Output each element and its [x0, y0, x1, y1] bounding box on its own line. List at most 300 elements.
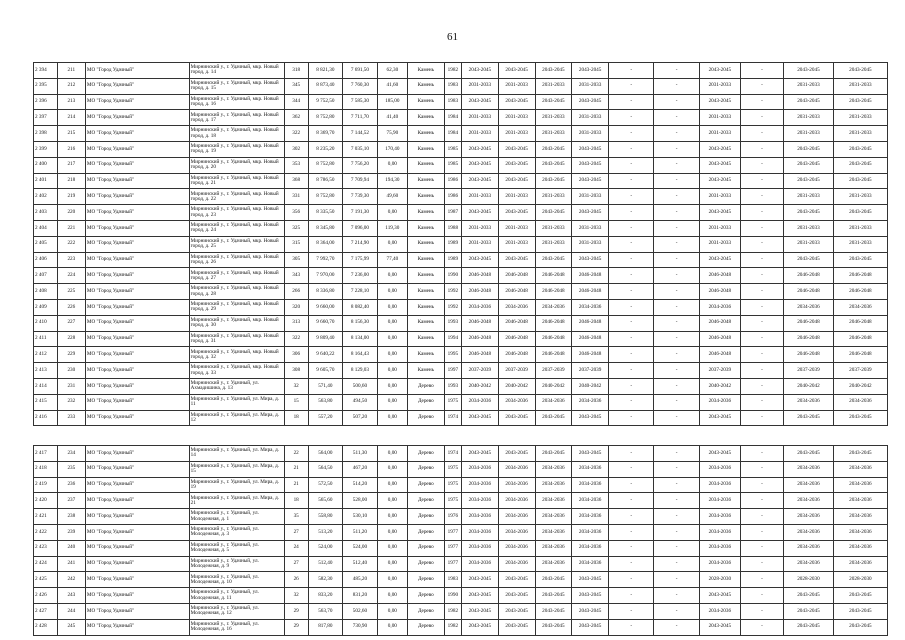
table-cell: 2031-2033	[498, 189, 535, 205]
table-cell: -	[654, 94, 699, 110]
table-cell: 353	[284, 157, 308, 173]
table-cell: 26	[284, 572, 308, 588]
table-cell: 2046-2048	[462, 331, 499, 347]
table-cell: 313	[284, 315, 308, 331]
table-cell: Камень	[407, 94, 444, 110]
table-cell: 213	[57, 94, 85, 110]
table-cell: -	[654, 236, 699, 252]
table-cell: -	[609, 446, 654, 462]
table-cell: 2034-2036	[498, 493, 535, 509]
table-cell: 27	[284, 556, 308, 572]
table-cell: -	[609, 189, 654, 205]
table-cell: 2034-2036	[498, 461, 535, 477]
table-cell: 211	[57, 63, 85, 79]
table-cell: -	[609, 284, 654, 300]
table-cell: 2031-2033	[699, 78, 740, 94]
table-cell: МО "Город Удачный"	[85, 603, 189, 619]
table-cell: 7 191,30	[343, 205, 378, 221]
table-cell: 1992	[444, 284, 461, 300]
table-cell: 2043-2045	[784, 141, 834, 157]
table-cell: 2031-2033	[535, 236, 572, 252]
table-cell: 2043-2045	[699, 63, 740, 79]
table-cell: 2034-2036	[784, 556, 834, 572]
table-cell: -	[609, 556, 654, 572]
housing-table-upper	[33, 62, 888, 426]
table-cell: 0,00	[377, 378, 407, 394]
table-cell: 2031-2033	[498, 236, 535, 252]
table-cell: МО "Город Удачный"	[85, 446, 189, 462]
table-cell: 0,00	[377, 299, 407, 315]
table-cell: 0,00	[377, 268, 407, 284]
table-cell: 1975	[444, 461, 461, 477]
table-cell: 2034-2036	[462, 493, 499, 509]
table-cell: 1984	[444, 126, 461, 142]
table-cell: 2037-2039	[833, 363, 887, 379]
table-cell: 2034-2036	[572, 493, 609, 509]
table-cell: -	[740, 493, 783, 509]
table-cell: 77,40	[377, 252, 407, 268]
table-cell: 0,00	[377, 157, 407, 173]
table-cell: 0,00	[377, 347, 407, 363]
table-cell: 2034-2036	[535, 556, 572, 572]
table-cell: -	[609, 347, 654, 363]
table-cell: 2043-2045	[699, 410, 740, 426]
table-cell: 41,40	[377, 110, 407, 126]
table-cell: 2 396	[34, 94, 58, 110]
table-cell: 2 412	[34, 347, 58, 363]
table-cell: 564,50	[308, 461, 343, 477]
table-cell: 1977	[444, 540, 461, 556]
table-cell: 2 408	[34, 284, 58, 300]
table-cell: 2034-2036	[833, 299, 887, 315]
table-cell: 2031-2033	[535, 110, 572, 126]
table-cell: МО "Город Удачный"	[85, 556, 189, 572]
table-cell: 2043-2045	[699, 157, 740, 173]
table-row	[34, 110, 888, 126]
table-cell: 322	[284, 126, 308, 142]
table-cell: 2043-2045	[833, 63, 887, 79]
table-cell: -	[609, 477, 654, 493]
table-cell: 2040-2042	[498, 378, 535, 394]
table-cell: -	[740, 363, 783, 379]
table-cell: Камень	[407, 220, 444, 236]
table-cell: Дерево	[407, 394, 444, 410]
table-cell: 2 410	[34, 315, 58, 331]
table-cell: 2031-2033	[572, 189, 609, 205]
table-cell: 227	[57, 315, 85, 331]
table-cell: 242	[57, 572, 85, 588]
table-cell: 2037-2039	[784, 363, 834, 379]
table-cell: Мирнинский у., г. Удачный, ул. Молодежная, д. 3	[189, 524, 284, 540]
table-cell: -	[654, 540, 699, 556]
table-cell: 2031-2033	[498, 220, 535, 236]
table-cell: 0,00	[377, 205, 407, 221]
table-cell: 2034-2036	[784, 540, 834, 556]
table-cell: -	[609, 173, 654, 189]
table-cell: 2046-2048	[462, 315, 499, 331]
table-row	[34, 189, 888, 205]
table-cell: 2043-2045	[833, 173, 887, 189]
table-cell: 32	[284, 378, 308, 394]
table-cell: 817,80	[308, 619, 343, 635]
table-cell: 2043-2045	[462, 63, 499, 79]
table-cell: 7 756,20	[343, 157, 378, 173]
table-cell: 2043-2045	[784, 410, 834, 426]
table-cell: 0,00	[377, 477, 407, 493]
table-cell: 2034-2036	[784, 394, 834, 410]
table-row	[34, 493, 888, 509]
table-cell: 2031-2033	[462, 126, 499, 142]
table-cell: -	[740, 394, 783, 410]
table-cell: 237	[57, 493, 85, 509]
table-cell: 2034-2036	[535, 299, 572, 315]
table-cell: -	[654, 157, 699, 173]
table-cell: 236	[57, 477, 85, 493]
table-cell: -	[740, 252, 783, 268]
table-row	[34, 556, 888, 572]
table-cell: 2046-2048	[833, 268, 887, 284]
table-cell: 2031-2033	[833, 189, 887, 205]
table-cell: -	[609, 157, 654, 173]
table-cell: 2034-2036	[699, 540, 740, 556]
table-row	[34, 236, 888, 252]
table-cell: Мирнинский у., г. Удачный, мкр. Новый город, д. 20	[189, 157, 284, 173]
table-cell: Мирнинский у., г. Удачный, ул. Мира, д. 11	[189, 394, 284, 410]
table-cell: 500,60	[343, 378, 378, 394]
table-cell: 356	[284, 205, 308, 221]
table-cell: 524,00	[308, 540, 343, 556]
table-cell: 2034-2036	[833, 461, 887, 477]
table-cell: -	[609, 252, 654, 268]
table-cell: 2043-2045	[572, 619, 609, 635]
table-cell: 1977	[444, 524, 461, 540]
table-cell: 2043-2045	[498, 157, 535, 173]
table-cell: МО "Город Удачный"	[85, 524, 189, 540]
table-cell: 18	[284, 410, 308, 426]
table-cell: 2046-2048	[833, 315, 887, 331]
table-cell: 2043-2045	[498, 588, 535, 604]
table-cell: -	[740, 331, 783, 347]
table-cell: 1988	[444, 220, 461, 236]
table-cell: 2 424	[34, 556, 58, 572]
table-cell: МО "Город Удачный"	[85, 173, 189, 189]
table-cell: -	[740, 189, 783, 205]
table-cell: Мирнинский у., г. Удачный, ул. Мира, д. 19	[189, 477, 284, 493]
table-cell: 0,00	[377, 315, 407, 331]
table-cell: 238	[57, 509, 85, 525]
table-cell: 2043-2045	[833, 157, 887, 173]
table-cell: 2 417	[34, 446, 58, 462]
table-cell: -	[740, 446, 783, 462]
table-cell: 2043-2045	[572, 141, 609, 157]
table-cell: 305	[284, 252, 308, 268]
table-cell: -	[609, 268, 654, 284]
table-cell: 507,20	[343, 410, 378, 426]
table-cell: 2043-2045	[498, 410, 535, 426]
table-cell: Мирнинский у., г. Удачный, мкр. Новый город, д. 15	[189, 78, 284, 94]
table-row	[34, 572, 888, 588]
table-cell: -	[654, 173, 699, 189]
table-cell: 564,00	[308, 446, 343, 462]
table-cell: 2046-2048	[535, 315, 572, 331]
table-cell: Мирнинский у., г. Удачный, ул. Молодежная, д. 5	[189, 540, 284, 556]
table-cell: 558,80	[308, 509, 343, 525]
table-cell: 2043-2045	[784, 205, 834, 221]
table-cell: 2043-2045	[535, 63, 572, 79]
table-cell: 2043-2045	[572, 157, 609, 173]
table-cell: Мирнинский у., г. Удачный, ул. Молодежная, д. 16	[189, 619, 284, 635]
table-cell: 2043-2045	[572, 94, 609, 110]
table-cell: Мирнинский у., г. Удачный, ул. Мира, д. 21	[189, 493, 284, 509]
table-row	[34, 410, 888, 426]
table-row	[34, 299, 888, 315]
table-cell: 2031-2033	[784, 236, 834, 252]
table-cell: 220	[57, 205, 85, 221]
table-cell: МО "Город Удачный"	[85, 461, 189, 477]
table-cell: 2031-2033	[462, 189, 499, 205]
table-row	[34, 173, 888, 189]
table-cell: 2034-2036	[535, 540, 572, 556]
table-cell: Мирнинский у., г. Удачный, ул. Молодежная, д. 10	[189, 572, 284, 588]
table-cell: 2031-2033	[572, 110, 609, 126]
page-number: 61	[447, 31, 458, 43]
table-cell: 7 760,30	[343, 78, 378, 94]
table-cell: 2040-2042	[535, 378, 572, 394]
table-cell: -	[654, 252, 699, 268]
table-cell: 2046-2048	[572, 331, 609, 347]
table-cell: -	[740, 461, 783, 477]
table-cell: 2043-2045	[784, 173, 834, 189]
table-cell: 345	[284, 78, 308, 94]
table-cell: 1975	[444, 477, 461, 493]
table-cell: 222	[57, 236, 85, 252]
table-cell: 226	[57, 299, 85, 315]
table-cell: -	[740, 94, 783, 110]
table-cell: Камень	[407, 141, 444, 157]
table-cell: 2046-2048	[784, 284, 834, 300]
table-cell: 2034-2036	[572, 556, 609, 572]
table-row	[34, 394, 888, 410]
table-cell: 2034-2036	[833, 524, 887, 540]
table-cell: 245	[57, 619, 85, 635]
table-cell: 2034-2036	[784, 509, 834, 525]
table-cell: Дерево	[407, 446, 444, 462]
table-cell: 2034-2036	[535, 461, 572, 477]
table-cell: 21	[284, 461, 308, 477]
table-cell: 2046-2048	[699, 284, 740, 300]
table-cell: -	[654, 394, 699, 410]
table-cell: 8 821,30	[308, 63, 343, 79]
table-cell: МО "Город Удачный"	[85, 110, 189, 126]
table-cell: 2031-2033	[572, 126, 609, 142]
table-cell: 2 404	[34, 220, 58, 236]
table-cell: 2034-2036	[572, 477, 609, 493]
table-cell: 2043-2045	[833, 410, 887, 426]
table-cell: 7 175,99	[343, 252, 378, 268]
table-cell: 216	[57, 141, 85, 157]
table-cell: Камень	[407, 189, 444, 205]
table-cell: 9 660,70	[308, 315, 343, 331]
table-cell: 8 335,50	[308, 205, 343, 221]
table-cell: 2034-2036	[699, 461, 740, 477]
table-cell: Камень	[407, 347, 444, 363]
table-cell: 75,90	[377, 126, 407, 142]
table-cell: 2 413	[34, 363, 58, 379]
table-row	[34, 446, 888, 462]
table-cell: Мирнинский у., г. Удачный, мкр. Новый город, д. 22	[189, 189, 284, 205]
table-row	[34, 315, 888, 331]
table-cell: МО "Город Удачный"	[85, 315, 189, 331]
table-cell: 2046-2048	[784, 315, 834, 331]
table-row	[34, 331, 888, 347]
table-cell: МО "Город Удачный"	[85, 509, 189, 525]
table-cell: 2 420	[34, 493, 58, 509]
table-cell: 511,30	[343, 446, 378, 462]
table-cell: МО "Город Удачный"	[85, 284, 189, 300]
table-cell: МО "Город Удачный"	[85, 493, 189, 509]
table-row	[34, 220, 888, 236]
table-cell: 2031-2033	[535, 189, 572, 205]
table-cell: 215	[57, 126, 85, 142]
table-cell: -	[609, 619, 654, 635]
table-cell: -	[609, 63, 654, 79]
table-cell: 2043-2045	[784, 446, 834, 462]
table-cell: 2043-2045	[833, 588, 887, 604]
table-cell: -	[609, 299, 654, 315]
table-cell: 0,00	[377, 619, 407, 635]
table-cell: 833,20	[308, 588, 343, 604]
table-cell: Дерево	[407, 588, 444, 604]
table-cell: 2031-2033	[784, 78, 834, 94]
table-cell: 2043-2045	[572, 63, 609, 79]
table-cell: 2 414	[34, 378, 58, 394]
table-cell: 2046-2048	[572, 347, 609, 363]
table-cell: 343	[284, 268, 308, 284]
table-cell: 2031-2033	[833, 126, 887, 142]
table-cell: -	[654, 331, 699, 347]
table-cell: 582,30	[308, 572, 343, 588]
table-cell: 2046-2048	[784, 268, 834, 284]
table-cell: 2043-2045	[462, 252, 499, 268]
table-cell: 2043-2045	[535, 252, 572, 268]
table-cell: Мирнинский у., г. Удачный, ул. Ахмадишина, д. 13	[189, 378, 284, 394]
table-cell: 7 691,50	[343, 63, 378, 79]
table-cell: -	[740, 236, 783, 252]
table-cell: 8 156,30	[343, 315, 378, 331]
table-cell: 2031-2033	[699, 236, 740, 252]
table-cell: 557,20	[308, 410, 343, 426]
table-cell: МО "Город Удачный"	[85, 572, 189, 588]
table-cell: -	[609, 363, 654, 379]
table-cell: 2034-2036	[535, 509, 572, 525]
table-cell: 8 364,00	[308, 236, 343, 252]
table-cell: 2043-2045	[535, 446, 572, 462]
table-cell: -	[654, 446, 699, 462]
table-cell: -	[654, 461, 699, 477]
table-cell: -	[740, 315, 783, 331]
table-cell: 2034-2036	[462, 394, 499, 410]
table-cell: Мирнинский у., г. Удачный, мкр. Новый город, д. 27	[189, 268, 284, 284]
table-cell: 18	[284, 493, 308, 509]
table-cell: 194,30	[377, 173, 407, 189]
table-cell: -	[740, 572, 783, 588]
table-cell: 1990	[444, 588, 461, 604]
table-cell: -	[609, 572, 654, 588]
table-cell: 511,20	[343, 524, 378, 540]
table-cell: 2031-2033	[833, 236, 887, 252]
table-cell: 2034-2036	[833, 540, 887, 556]
table-cell: -	[654, 588, 699, 604]
table-cell: 2043-2045	[784, 157, 834, 173]
table-cell: 2043-2045	[462, 619, 499, 635]
table-cell: 2043-2045	[535, 141, 572, 157]
table-cell: 2031-2033	[572, 78, 609, 94]
table-cell: 221	[57, 220, 85, 236]
table-cell: 49,60	[377, 189, 407, 205]
table-cell: МО "Город Удачный"	[85, 205, 189, 221]
table-cell: 512,40	[308, 556, 343, 572]
table-cell: 563,80	[308, 394, 343, 410]
table-cell: 224	[57, 268, 85, 284]
table-cell: 322	[284, 331, 308, 347]
table-cell: 2037-2039	[498, 363, 535, 379]
table-cell: 2034-2036	[833, 477, 887, 493]
table-cell: 1994	[444, 331, 461, 347]
table-cell: 563,70	[308, 603, 343, 619]
table-cell: МО "Город Удачный"	[85, 63, 189, 79]
table-cell: 0,00	[377, 331, 407, 347]
table-cell: 2046-2048	[535, 268, 572, 284]
table-cell: 2 427	[34, 603, 58, 619]
table-cell: МО "Город Удачный"	[85, 477, 189, 493]
table-cell: Дерево	[407, 493, 444, 509]
table-cell: 2043-2045	[535, 588, 572, 604]
table-cell: -	[654, 619, 699, 635]
table-cell: 2046-2048	[462, 347, 499, 363]
table-cell: 1989	[444, 252, 461, 268]
table-cell: МО "Город Удачный"	[85, 331, 189, 347]
table-cell: 318	[284, 63, 308, 79]
table-body-lower	[34, 446, 888, 636]
table-cell: -	[740, 619, 783, 635]
table-cell: 2031-2033	[462, 236, 499, 252]
table-cell: -	[654, 126, 699, 142]
table-cell: 2031-2033	[784, 126, 834, 142]
table-cell: 214	[57, 110, 85, 126]
table-cell: 241	[57, 556, 85, 572]
table-cell: -	[740, 284, 783, 300]
table-cell: 266	[284, 284, 308, 300]
table-cell: 1985	[444, 141, 461, 157]
table-cell: Мирнинский у., г. Удачный, мкр. Новый город, д. 32	[189, 347, 284, 363]
table-cell: 0,00	[377, 572, 407, 588]
table-cell: 2031-2033	[784, 220, 834, 236]
table-cell: 2043-2045	[535, 572, 572, 588]
table-cell: 2046-2048	[498, 347, 535, 363]
table-cell: Дерево	[407, 509, 444, 525]
table-cell: -	[740, 78, 783, 94]
table-cell: -	[654, 189, 699, 205]
table-cell: МО "Город Удачный"	[85, 157, 189, 173]
table-cell: -	[609, 378, 654, 394]
table-cell: 1997	[444, 363, 461, 379]
table-cell: 306	[284, 347, 308, 363]
table-cell: 325	[284, 220, 308, 236]
table-cell: 2031-2033	[462, 110, 499, 126]
table-cell: 231	[57, 378, 85, 394]
table-cell: 8 345,80	[308, 220, 343, 236]
table-cell: 119,30	[377, 220, 407, 236]
